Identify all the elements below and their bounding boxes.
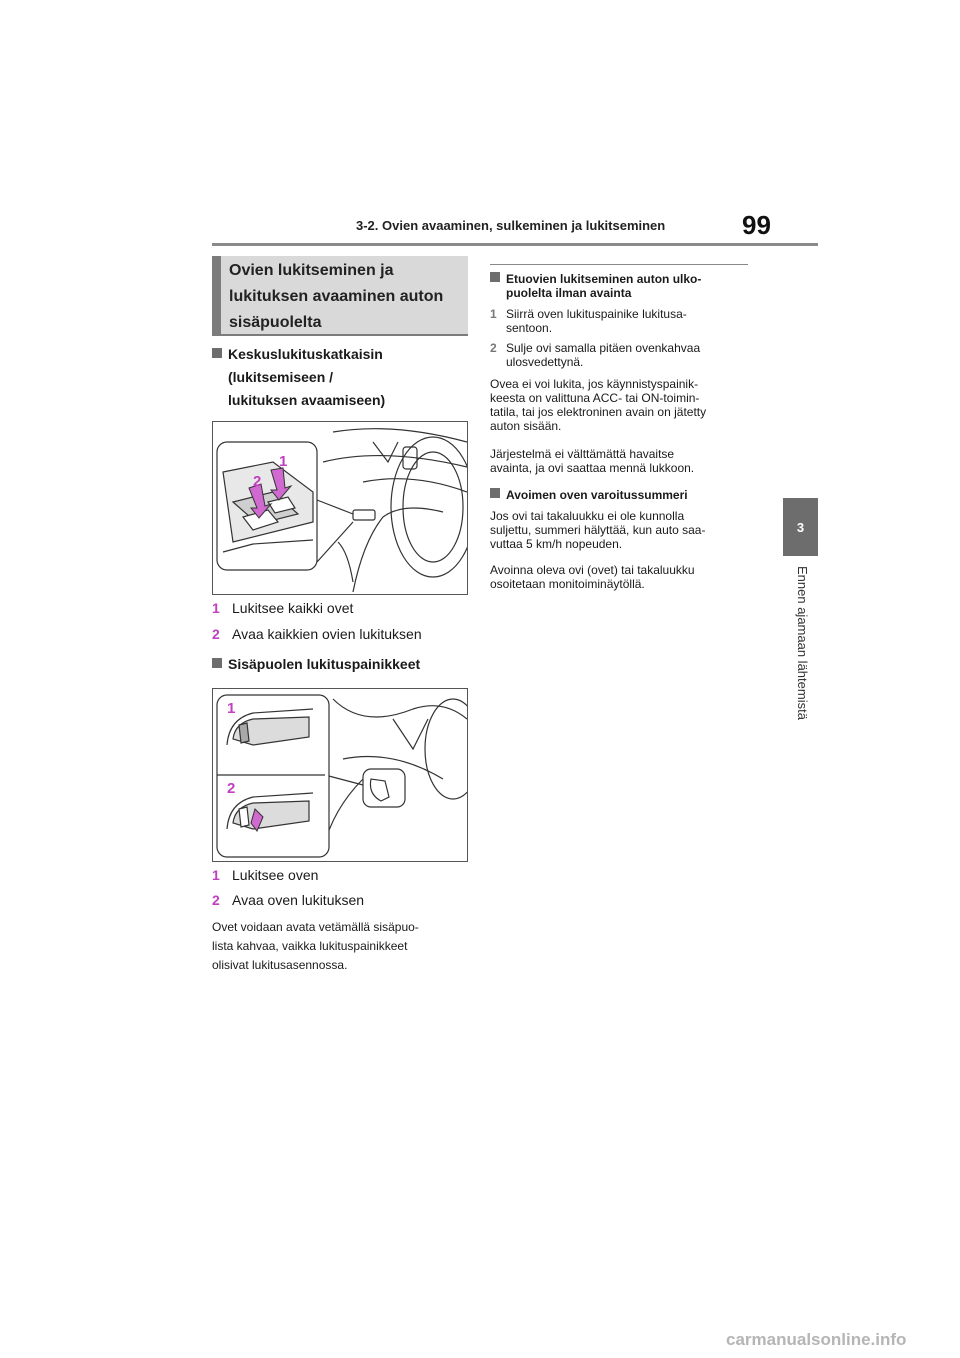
illustration-dashboard-switch xyxy=(213,422,467,594)
header-rule xyxy=(212,243,818,246)
square-bullet-icon xyxy=(212,658,222,668)
paragraph-line: lista kahvaa, vaikka lukituspainikkeet xyxy=(212,939,408,953)
section-title-line: sisäpuolelta xyxy=(229,314,322,331)
illustration-door-handle xyxy=(213,689,467,861)
paragraph-line: auton sisään. xyxy=(490,419,562,433)
item-number: 2 xyxy=(490,341,497,355)
square-bullet-icon xyxy=(490,272,500,282)
paragraph-line: Ovet voidaan avata vetämällä sisäpuo- xyxy=(212,920,419,934)
subheading-inside-lock-buttons xyxy=(212,653,420,676)
paragraph-line: avainta, ja ovi saattaa mennä lukkoon. xyxy=(490,461,695,475)
subheading-text: Avoimen oven varoitussummeri xyxy=(506,488,688,502)
list-item xyxy=(490,341,752,369)
subheading-line: lukituksen avaamiseen) xyxy=(228,392,386,408)
figure-central-lock-switch xyxy=(212,421,468,595)
item-number: 1 xyxy=(212,867,220,883)
paragraph-line: vuttaa 5 km/h nopeuden. xyxy=(490,537,623,551)
item-line: Sulje ovi samalla pitäen ovenkahvaa xyxy=(506,341,701,355)
item-line: ulosvedettynä. xyxy=(506,355,584,369)
note-paragraph xyxy=(490,377,752,433)
subheading-text: Sisäpuolen lukituspainikkeet xyxy=(228,656,421,672)
subheading-line: Keskuslukituskatkaisin xyxy=(228,346,383,362)
paragraph-line: tatila, tai jos elektroninen avain on jätetty xyxy=(490,405,707,419)
paragraph-line: Avoinna oleva ovi (ovet) tai takaluukku xyxy=(490,563,695,577)
square-bullet-icon xyxy=(212,348,222,358)
paragraph-line: olisivat lukitusasennossa. xyxy=(212,958,348,972)
subheading-line: (lukitsemiseen / xyxy=(228,369,334,385)
item-line: sentoon. xyxy=(506,321,553,335)
list-item xyxy=(490,307,752,335)
item-text: Avaa kaikkien ovien lukituksen xyxy=(232,626,422,642)
section-title-line: lukituksen avaaminen auton xyxy=(229,288,444,305)
item-number: 1 xyxy=(212,600,220,616)
watermark-text: carmanualsonline.info xyxy=(726,1330,907,1349)
note-paragraph xyxy=(490,447,752,475)
note-paragraph xyxy=(490,563,752,591)
page-number: 99 xyxy=(742,210,771,240)
list-item xyxy=(212,600,353,616)
paragraph-line: Järjestelmä ei välttämättä havaitse xyxy=(490,447,675,461)
figure-callout: 2 xyxy=(227,780,236,797)
list-item xyxy=(212,867,318,883)
figure-callout: 1 xyxy=(227,700,236,717)
paragraph-line: Ovea ei voi lukita, jos käynnistyspainik- xyxy=(490,377,699,391)
subheading-open-door-buzzer xyxy=(490,488,688,502)
paragraph-line: Jos ovi tai takaluukku ei ole kunnolla xyxy=(490,509,685,523)
item-number: 2 xyxy=(212,626,220,642)
item-number: 1 xyxy=(490,307,497,321)
item-number: 2 xyxy=(212,892,220,908)
item-text: Avaa oven lukituksen xyxy=(232,892,365,908)
paragraph-line: suljettu, summeri hälyttää, kun auto saa- xyxy=(490,523,706,537)
section-title-line: Ovien lukitseminen ja xyxy=(229,262,394,279)
figure-callout: 1 xyxy=(279,453,288,470)
section-heading-box xyxy=(212,256,468,336)
paragraph-line: osoitetaan monitoiminäytöllä. xyxy=(490,577,645,591)
running-header: 3-2. Ovien avaaminen, sulkeminen ja lukitseminen xyxy=(356,218,666,233)
item-line: Siirrä oven lukituspainike lukitusa- xyxy=(506,307,687,321)
subheading-line: puolelta ilman avainta xyxy=(506,286,632,300)
square-bullet-icon xyxy=(490,488,500,498)
note-paragraph xyxy=(490,509,752,551)
figure-inside-lock-buttons xyxy=(212,688,468,862)
list-item xyxy=(212,892,364,908)
chapter-label: Ennen ajamaan lähtemistä xyxy=(795,566,810,720)
list-item xyxy=(212,626,422,642)
paragraph-line: keesta on valittuna ACC- tai ON-toimin- xyxy=(490,391,700,405)
chapter-tab: 3 xyxy=(783,498,818,556)
figure-callout: 2 xyxy=(253,473,262,490)
note-paragraph xyxy=(212,918,474,975)
item-text: Lukitsee kaikki ovet xyxy=(232,600,354,616)
right-column-rule xyxy=(490,264,748,265)
subheading-line: Etuovien lukitseminen auton ulko- xyxy=(506,272,702,286)
subheading-front-door-lock xyxy=(490,272,752,300)
subheading-central-lock xyxy=(212,343,472,412)
item-text: Lukitsee oven xyxy=(232,867,319,883)
